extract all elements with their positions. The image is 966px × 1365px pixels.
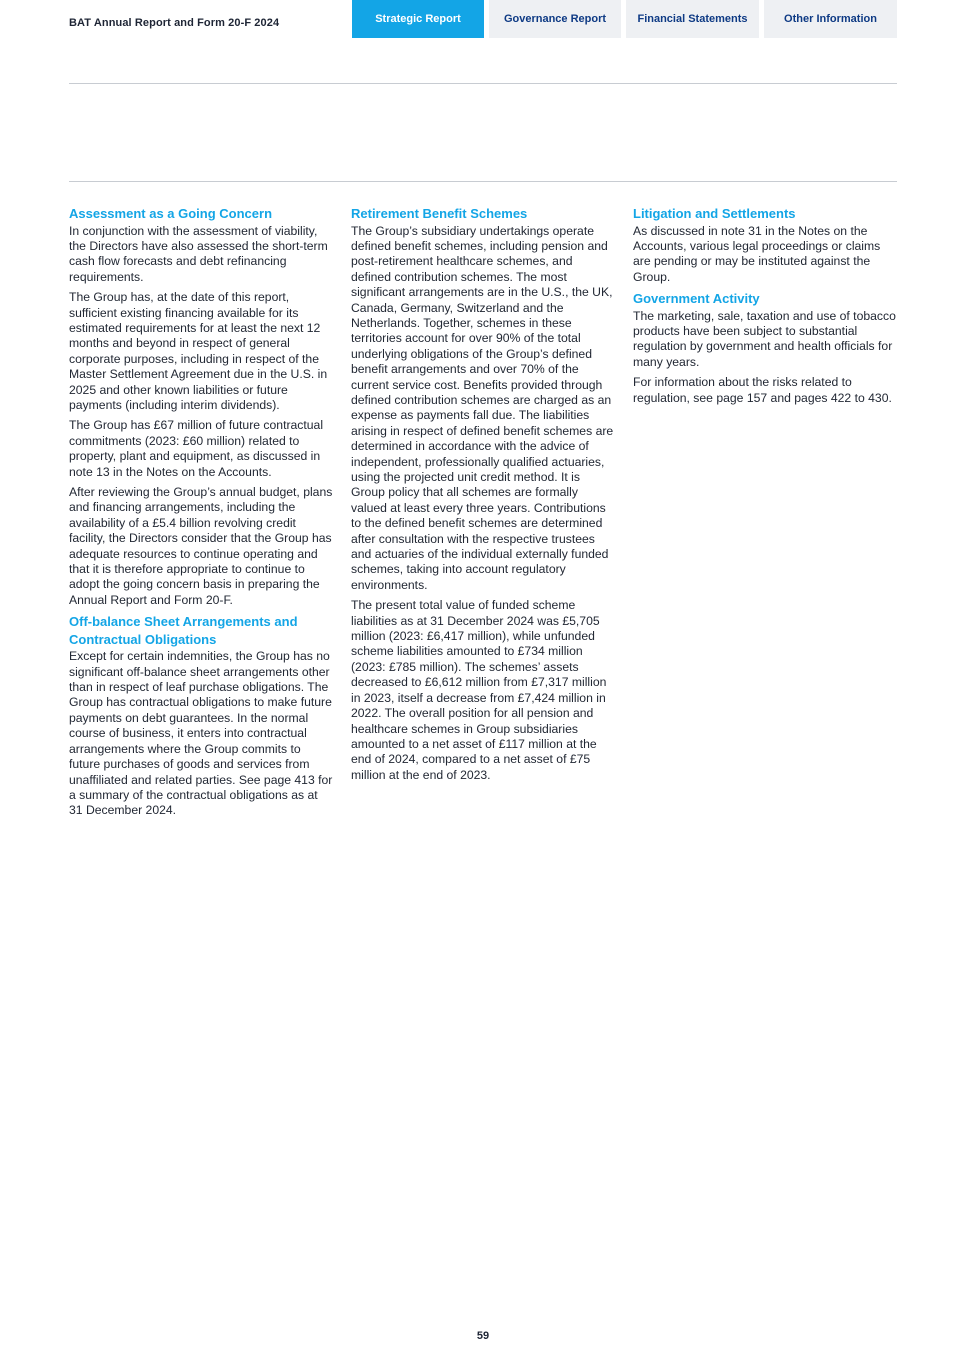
tab-financial-statements[interactable]: Financial Statements [626,0,759,38]
document-title: BAT Annual Report and Form 20-F 2024 [69,17,280,29]
column-left [69,205,333,824]
column-right [633,205,897,411]
heading-off-balance-sheet: Off-balance Sheet Arrangements and Contractual Obligations [69,614,298,647]
paragraph: After reviewing the Group’s annual budget, plans and financing arrangements, including the availability of a £5.4 billion revolving credit facility, the Directors consider that the Group has adequate resources to continue operating and that it is therefore appropriate to continue to adopt the going concern basis in preparing the Annual Report and Form 20-F. [69,485,333,607]
tab-governance-report[interactable]: Governance Report [489,0,621,38]
section-tabs [352,0,897,38]
column-middle [351,205,615,788]
paragraph: The present total value of funded scheme liabilities as at 31 December 2024 was £5,705 million (2023: £6,417 million), while unfunded scheme liabilities amounted to £734 million (2023: £785 million). The schemes’ assets decreased to £6,612 million from £7,317 million in 2023, itself a decrease from £7,424 million in 2022. The overall position for all pension and healthcare schemes in Group subsidiaries amounted to a net asset of £117 million at the end of 2024, compared to a net asset of £75 million at the end of 2023. [351,598,607,782]
paragraph: In conjunction with the assessment of viability, the Directors have also assessed the short-term cash flow forecasts and debt refinancing requirements. [69,223,328,284]
heading-retirement-benefit: Retirement Benefit Schemes [351,206,528,221]
heading-government-activity: Government Activity [633,291,760,307]
tab-strategic-report[interactable]: Strategic Report [352,0,484,38]
paragraph: As discussed in note 31 in the Notes on the Accounts, various legal proceedings or claims are pending or may be instituted against the Group. [633,223,881,284]
top-divider [69,83,897,84]
paragraph: The marketing, sale, taxation and use of tobacco products have been subject to substantial regulation by government and health officials for many years. [633,308,896,369]
tab-other-information[interactable]: Other Information [764,0,897,38]
page-number: 59 [476,1330,490,1342]
heading-litigation: Litigation and Settlements [633,206,796,221]
paragraph: Except for certain indemnities, the Group has no significant off-balance sheet arrangements other than in respect of leaf purchase obligations. The Group has contractual obligations to make future payments on debt guarantees. In the normal course of business, it enters into contractual arrangements where the Group commits to future purchases of goods and services from unaffiliated and related parties. See page 413 for a summary of the contractual obligations as at 31 December 2024. [69,649,333,818]
heading-going-concern: Assessment as a Going Concern [69,206,273,221]
content-divider [69,181,897,182]
paragraph: The Group has £67 million of future contractual commitments (2023: £60 million) related to property, plant and equipment, as discussed in note 13 in the Notes on the Accounts. [69,418,324,479]
paragraph: The Group’s subsidiary undertakings operate defined benefit schemes, including pension and post-retirement healthcare schemes, and defined contribution schemes. The most significant arrangements are in the U.S., the UK, Canada, Germany, Switzerland and the Netherlands. Together, schemes in these territories account for over 90% of the total underlying obligations of the Group’s defined benefit arrangements and over 70% of the current service cost. Benefits provided through defined contribution schemes are charged as an expense as payments fall due. The liabilities arising in respect of defined benefit schemes are determined in accordance with the advice of independent, professionally qualified actuaries, using the projected unit credit method. It is Group policy that all schemes are formally valued at least every three years. Contributions to the defined benefit schemes are determined after consultation with the respective trustees and actuaries of the individual externally funded schemes, taking into account regulatory environments. [351,223,614,592]
paragraph: The Group has, at the date of this report, sufficient existing financing available for its estimated requirements for at least the next 12 months and beyond in respect of general corporate purposes, including in respect of the Master Settlement Agreement due in the U.S. in 2025 and other known liabilities or future payments (including interim dividends). [69,290,328,412]
paragraph: For information about the risks related to regulation, see page 157 and pages 422 to 430. [633,375,892,405]
